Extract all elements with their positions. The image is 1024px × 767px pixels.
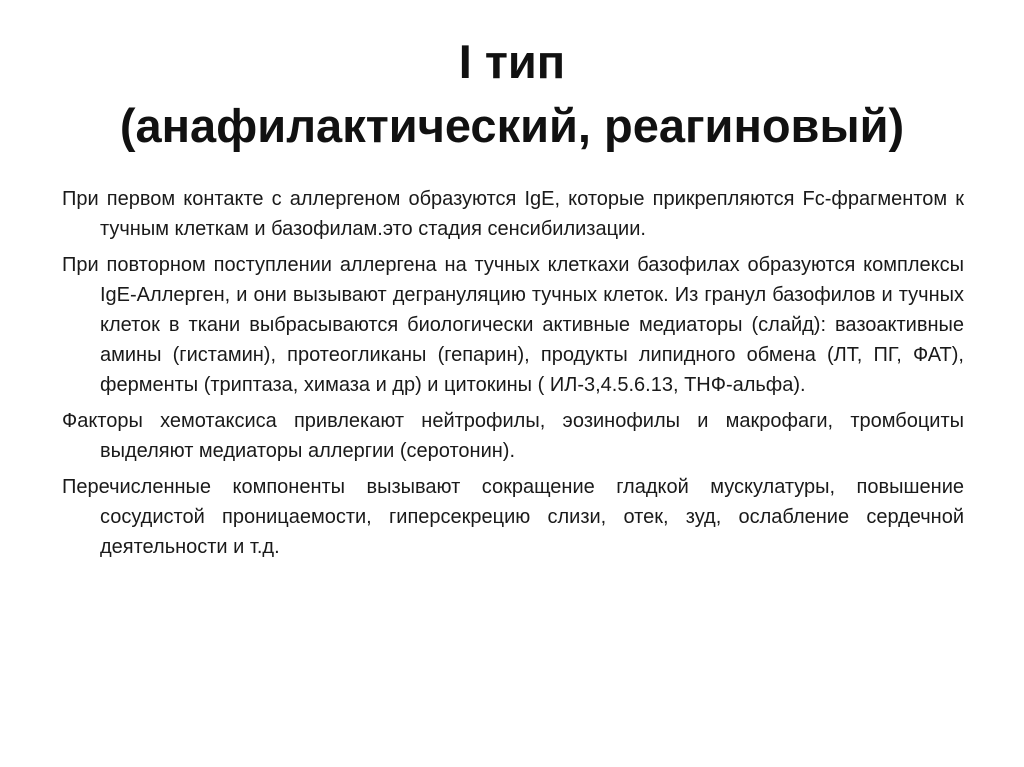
slide-title-line-1: I тип — [458, 35, 566, 88]
slide-title-line-2: (анафилактический, реагиновый) — [119, 99, 905, 152]
slide-title — [40, 30, 984, 158]
paragraph-effects: Перечисленные компоненты вызывают сокращение гладкой мускулатуры, повышение сосудистой проницаемости, гиперсекрецию слизи, отек, зуд, ослабление сердечной деятельности и т.д. — [62, 476, 964, 558]
paragraph-degranulation: При повторном поступлении аллергена на тучных клеткахи базофилах образуются комплексы IgE-Аллерген, и они вызывают дегрануляцию тучных клеток. Из гранул базофилов и тучных клеток в ткани выбрасываются биологически активные медиаторы (слайд): вазоактивные амины (гистамин), протеогликаны (гепарин), продукты липидного обмена (ЛТ, ПГ, ФАТ), ферменты (триптаза, химаза и др) и цитокины ( ИЛ-3,4.5.6.13, ТНФ-альфа). — [62, 254, 964, 396]
paragraph-chemotaxis: Факторы хемотаксиса привлекают нейтрофилы, эозинофилы и макрофаги, тромбоциты выделяют медиаторы аллергии (серотонин). — [62, 410, 964, 462]
slide-body — [62, 184, 964, 568]
paragraph-sensitization: При первом контакте с аллергеном образуются IgE, которые прикрепляются Fc-фрагментом к тучным клеткам и базофилам.это стадия сенсибилизации. — [62, 188, 964, 240]
